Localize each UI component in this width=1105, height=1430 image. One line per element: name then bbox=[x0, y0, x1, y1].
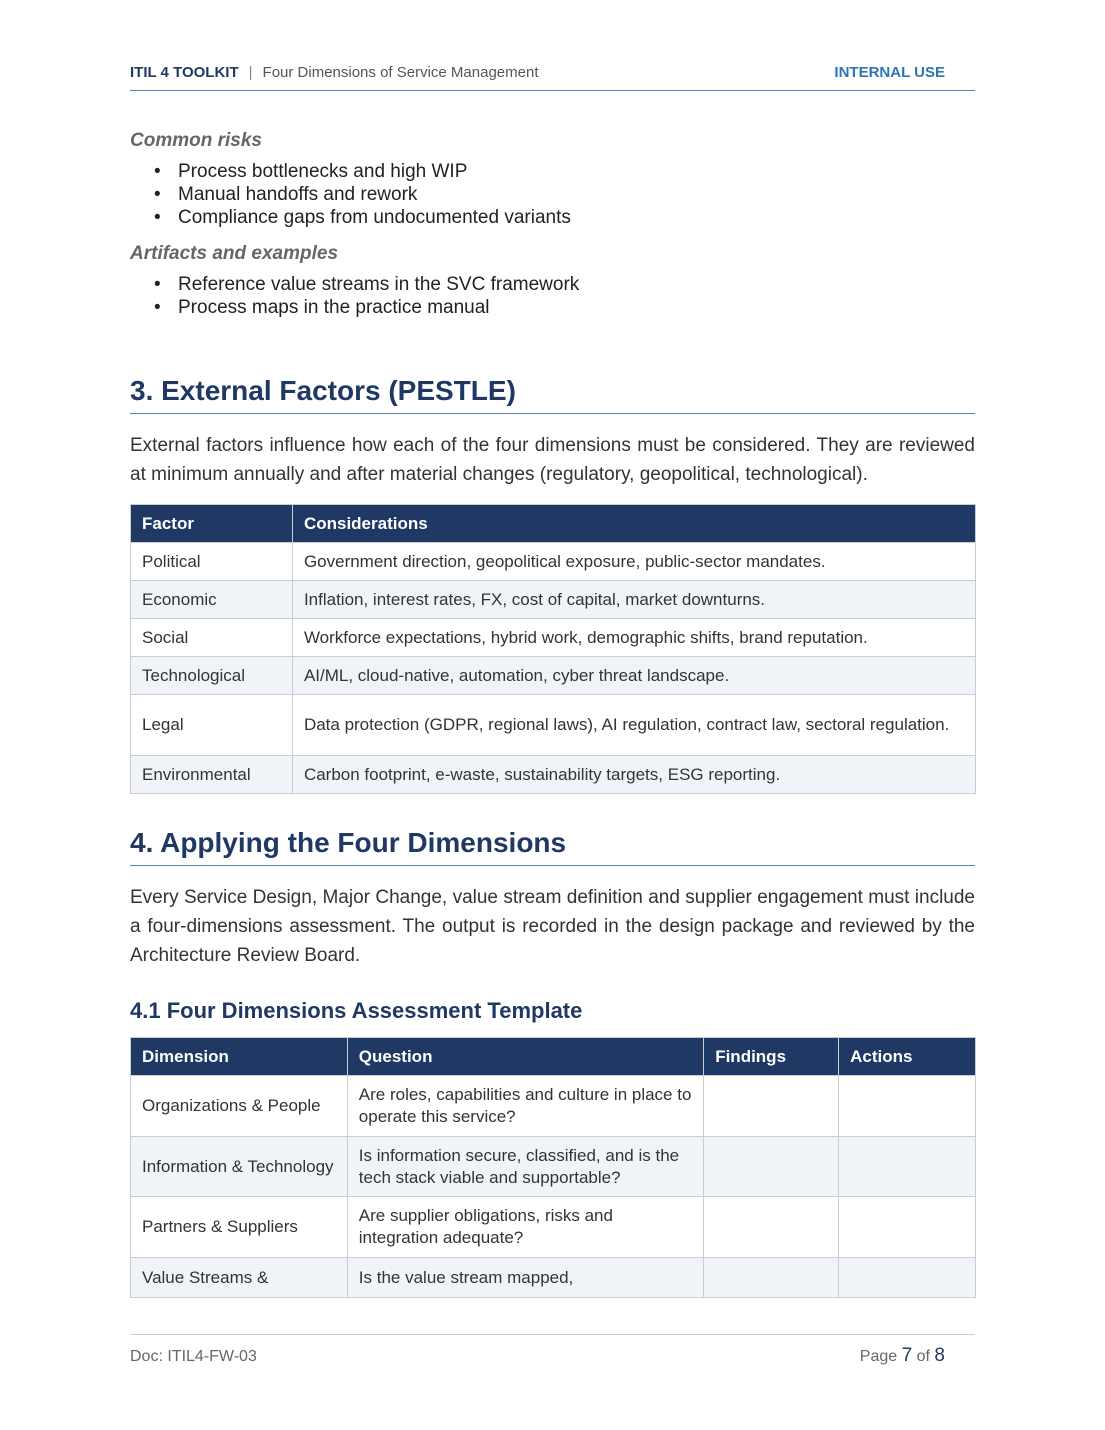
artifacts-label: Artifacts and examples bbox=[130, 243, 339, 264]
header-brand: ITIL 4 TOOLKIT bbox=[130, 64, 239, 81]
assessment-table bbox=[130, 1037, 976, 1298]
table-row bbox=[131, 1197, 976, 1258]
table-row bbox=[131, 1258, 976, 1298]
page-of: of bbox=[916, 1348, 930, 1365]
table-header-row bbox=[131, 1038, 976, 1076]
risks-list bbox=[130, 160, 571, 229]
section-4-body: Every Service Design, Major Change, value stream definition and supplier engagement must include a four-dimensions assessment. The output is recorded in the design package and reviewed by the Architecture Review Board. bbox=[130, 887, 975, 966]
question-cell: Is the value stream mapped, bbox=[347, 1258, 703, 1298]
column-header: Factor bbox=[131, 505, 293, 543]
table-row bbox=[131, 619, 976, 657]
pestle-table bbox=[130, 504, 976, 794]
table-row bbox=[131, 756, 976, 794]
header-doc-title: Four Dimensions of Service Management bbox=[262, 64, 539, 81]
findings-cell[interactable] bbox=[704, 1197, 839, 1258]
page-total: 8 bbox=[934, 1345, 945, 1366]
page-prefix: Page bbox=[859, 1348, 898, 1365]
findings-cell[interactable] bbox=[704, 1076, 839, 1137]
column-header: Considerations bbox=[292, 505, 975, 543]
column-header: Actions bbox=[839, 1038, 976, 1076]
question-cell: Are supplier obligations, risks and integration adequate? bbox=[347, 1197, 703, 1258]
table-row bbox=[131, 543, 976, 581]
page-footer bbox=[130, 1334, 975, 1366]
actions-cell[interactable] bbox=[839, 1076, 976, 1137]
considerations-cell: Carbon footprint, e-waste, sustainability targets, ESG reporting. bbox=[292, 756, 975, 794]
factor-cell: Social bbox=[131, 619, 293, 657]
list-item: • Manual handoffs and rework bbox=[130, 183, 571, 206]
footer-doc-id: Doc: ITIL4-FW-03 bbox=[130, 1348, 257, 1365]
considerations-cell: AI/ML, cloud-native, automation, cyber threat landscape. bbox=[292, 657, 975, 695]
column-header: Dimension bbox=[131, 1038, 348, 1076]
table-row bbox=[131, 657, 976, 695]
risks-label: Common risks bbox=[130, 130, 262, 151]
column-header: Findings bbox=[704, 1038, 839, 1076]
table-header-row bbox=[131, 505, 976, 543]
factor-cell: Economic bbox=[131, 581, 293, 619]
actions-cell[interactable] bbox=[839, 1197, 976, 1258]
considerations-cell: Workforce expectations, hybrid work, demographic shifts, brand reputation. bbox=[292, 619, 975, 657]
factor-cell: Environmental bbox=[131, 756, 293, 794]
artifacts-list bbox=[130, 273, 579, 319]
header-classification: INTERNAL USE bbox=[834, 64, 945, 81]
question-cell: Is information secure, classified, and is the tech stack viable and supportable? bbox=[347, 1137, 703, 1197]
table-row bbox=[131, 581, 976, 619]
list-item: • Process bottlenecks and high WIP bbox=[130, 160, 571, 183]
question-cell: Are roles, capabilities and culture in place to operate this service? bbox=[347, 1076, 703, 1137]
page-current: 7 bbox=[901, 1345, 913, 1366]
page-header bbox=[130, 64, 975, 91]
considerations-cell: Inflation, interest rates, FX, cost of capital, market downturns. bbox=[292, 581, 975, 619]
section-3-heading: 3. External Factors (PESTLE) bbox=[130, 375, 975, 414]
section-4-1-heading: 4.1 Four Dimensions Assessment Template bbox=[130, 998, 583, 1023]
dimension-cell: Value Streams & bbox=[131, 1258, 348, 1298]
table-row bbox=[131, 1137, 976, 1197]
table-row bbox=[131, 695, 976, 756]
section-3-body: External factors influence how each of the four dimensions must be considered. They are reviewed at minimum annually and after material changes (regulatory, geopolitical, technological). bbox=[130, 435, 975, 485]
findings-cell[interactable] bbox=[704, 1137, 839, 1197]
dimension-cell: Information & Technology bbox=[131, 1137, 348, 1197]
dimension-cell: Partners & Suppliers bbox=[131, 1197, 348, 1258]
considerations-cell: Data protection (GDPR, regional laws), AI regulation, contract law, sectoral regulation. bbox=[292, 695, 975, 756]
dimension-cell: Organizations & People bbox=[131, 1076, 348, 1137]
list-item: • Compliance gaps from undocumented variants bbox=[130, 206, 571, 229]
factor-cell: Political bbox=[131, 543, 293, 581]
table-row bbox=[131, 1076, 976, 1137]
actions-cell[interactable] bbox=[839, 1137, 976, 1197]
footer-page-number bbox=[860, 1345, 945, 1367]
findings-cell[interactable] bbox=[704, 1258, 839, 1298]
actions-cell[interactable] bbox=[839, 1258, 976, 1298]
list-item: • Process maps in the practice manual bbox=[130, 296, 579, 319]
factor-cell: Technological bbox=[131, 657, 293, 695]
column-header: Question bbox=[347, 1038, 703, 1076]
section-4-heading: 4. Applying the Four Dimensions bbox=[130, 827, 975, 866]
header-separator: | bbox=[248, 64, 253, 81]
list-item: • Reference value streams in the SVC framework bbox=[130, 273, 579, 296]
considerations-cell: Government direction, geopolitical exposure, public-sector mandates. bbox=[292, 543, 975, 581]
factor-cell: Legal bbox=[131, 695, 293, 756]
